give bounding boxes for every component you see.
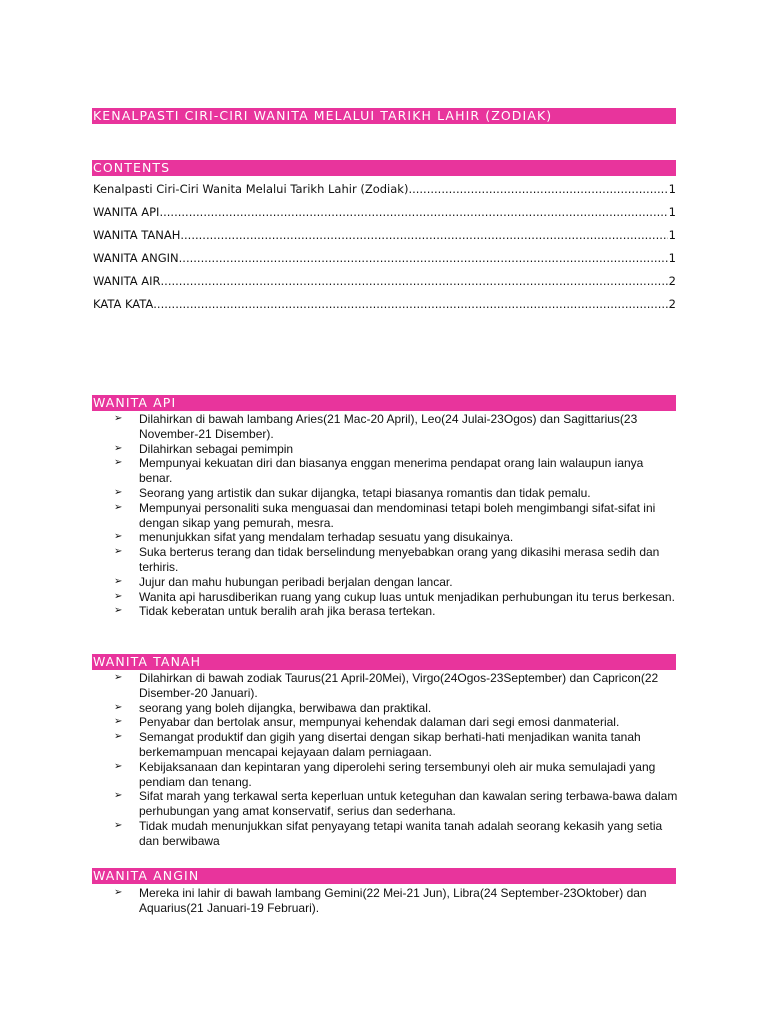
toc-entry-page: 2 <box>668 274 676 288</box>
list-item <box>113 701 678 716</box>
arrowhead-bullet-icon: ➢ <box>114 731 123 743</box>
list-item-text: Wanita api harusdiberikan ruang yang cukup luas untuk menjadikan perhubungan itu terus berkesan. <box>139 589 675 604</box>
arrowhead-bullet-icon: ➢ <box>114 501 123 513</box>
toc-entry[interactable] <box>93 204 676 227</box>
toc-entry-label: Kenalpasti Ciri-Ciri Wanita Melalui Tarikh Lahir (Zodiak) <box>93 182 409 196</box>
list-item <box>113 715 678 730</box>
list-item <box>113 545 678 575</box>
arrowhead-bullet-icon: ➢ <box>114 575 123 587</box>
arrowhead-bullet-icon: ➢ <box>114 701 123 713</box>
list-item <box>113 412 678 442</box>
list-item <box>113 486 678 501</box>
list-item-text: Kebijaksanaan dan kepintaran yang diperolehi sering tersembunyi oleh air muka semulajadi yang pendiam dan tenang. <box>139 759 656 789</box>
arrowhead-bullet-icon: ➢ <box>114 760 123 772</box>
arrowhead-bullet-icon: ➢ <box>114 442 123 454</box>
list-item-text: menunjukkan sifat yang mendalam terhadap sesuatu yang disukainya. <box>139 530 514 545</box>
toc-entry[interactable] <box>93 250 676 273</box>
section-heading-wanita-tanah: WANITA TANAH <box>92 654 676 670</box>
list-item-text: Tidak mudah menunjukkan sifat penyayang tetapi wanita tanah adalah seorang kekasih yang setia dan berwibawa <box>139 818 663 848</box>
list-item <box>113 789 678 819</box>
arrowhead-bullet-icon: ➢ <box>114 531 123 543</box>
toc-entry-page: 1 <box>668 228 676 242</box>
table-of-contents <box>93 181 676 319</box>
list-item-text: Tidak keberatan untuk beralih arah jika berasa tertekan. <box>139 604 436 619</box>
arrowhead-bullet-icon: ➢ <box>114 605 123 617</box>
contents-heading: CONTENTS <box>92 160 676 176</box>
toc-entry-label: WANITA ANGIN <box>93 251 179 265</box>
list-item-text: Penyabar dan bertolak ansur, mempunyai kehendak dalaman dari segi emosi danmaterial. <box>139 715 620 730</box>
list-item <box>113 456 678 486</box>
list-item-text: Seorang yang artistik dan sukar dijangka, tetapi biasanya romantis dan tidak pemalu. <box>139 485 591 500</box>
toc-entry[interactable] <box>93 227 676 250</box>
list-item <box>113 819 678 849</box>
arrowhead-bullet-icon: ➢ <box>114 546 123 558</box>
list-item <box>113 575 678 590</box>
toc-entry-label: WANITA AIR <box>93 274 161 288</box>
section-heading-wanita-api: WANITA API <box>92 395 676 411</box>
list-item-text: Mempunyai kekuatan diri dan biasanya enggan menerima pendapat orang lain walaupun ianya benar. <box>139 456 644 486</box>
list-item <box>113 730 678 760</box>
list-item-text: Mempunyai personaliti suka menguasai dan mendominasi tetapi boleh mengimbangi sifat-sifat ini dengan sikap yang pemurah, mesra. <box>139 500 656 530</box>
list-item <box>113 590 678 605</box>
arrowhead-bullet-icon: ➢ <box>114 716 123 728</box>
toc-entry[interactable] <box>93 273 676 296</box>
list-item-text: Suka berterus terang dan tidak berselindung menyebabkan orang yang dikasihi merasa sedih dan terhiris. <box>139 545 660 574</box>
arrowhead-bullet-icon: ➢ <box>114 819 123 831</box>
arrowhead-bullet-icon: ➢ <box>114 790 123 802</box>
list-item <box>113 671 678 701</box>
list-item-text: Sifat marah yang terkawal serta keperluan untuk keteguhan dan kawalan sering terbawa-bawa dalam perhubungan yang amat konservatif, serius dan sederhana. <box>139 789 678 819</box>
arrowhead-bullet-icon: ➢ <box>114 413 123 424</box>
list-item <box>113 442 678 457</box>
arrowhead-bullet-icon: ➢ <box>114 486 123 498</box>
section-list-wanita-angin <box>113 886 678 916</box>
list-item <box>113 530 678 545</box>
section-list-wanita-tanah <box>113 671 678 849</box>
list-item-text: Semangat produktif dan gigih yang disertai dengan sikap berhati-hati menjadikan wanita tanah berkemampuan mencapai kejayaan dalam perniagaan. <box>139 730 641 759</box>
section-heading-wanita-angin: WANITA ANGIN <box>92 868 676 884</box>
toc-entry-page: 1 <box>668 251 676 265</box>
toc-entry-label: KATA KATA <box>93 297 154 311</box>
toc-entry-label: WANITA API <box>93 205 160 219</box>
toc-entry[interactable] <box>93 296 676 319</box>
list-item-text: Dilahirkan di bawah lambang Aries(21 Mac-20 April), Leo(24 Julai-23Ogos) dan Sagittarius(23 November-21 Disember). <box>139 412 638 441</box>
list-item-text: Dilahirkan sebagai pemimpin <box>139 441 294 456</box>
toc-entry-label: WANITA TANAH <box>93 228 181 242</box>
arrowhead-bullet-icon: ➢ <box>114 590 123 602</box>
arrowhead-bullet-icon: ➢ <box>114 672 123 683</box>
toc-leader-dots <box>153 296 667 312</box>
arrowhead-bullet-icon: ➢ <box>114 887 123 898</box>
list-item <box>113 501 678 531</box>
list-item-text: Jujur dan mahu hubungan peribadi berjalan dengan lancar. <box>139 574 453 589</box>
list-item-text: Mereka ini lahir di bawah lambang Gemini(22 Mei-21 Jun), Libra(24 September-23Oktober) dan Aquarius(21 Januari-19 Februari). <box>139 886 647 915</box>
toc-entry[interactable] <box>93 181 676 204</box>
toc-entry-page: 2 <box>668 297 676 311</box>
toc-leader-dots <box>161 273 668 289</box>
arrowhead-bullet-icon: ➢ <box>114 457 123 469</box>
list-item <box>113 604 678 619</box>
toc-entry-page: 1 <box>668 182 676 196</box>
list-item <box>113 760 678 790</box>
document-title: KENALPASTI CIRI-CIRI WANITA MELALUI TARIKH LAHIR (ZODIAK) <box>92 108 676 124</box>
toc-entry-page: 1 <box>668 205 676 219</box>
list-item <box>113 886 678 916</box>
toc-leader-dots <box>179 250 668 266</box>
toc-leader-dots <box>180 227 667 243</box>
toc-leader-dots <box>159 204 667 220</box>
list-item-text: seorang yang boleh dijangka, berwibawa dan praktikal. <box>139 700 432 715</box>
toc-leader-dots <box>408 181 667 197</box>
list-item-text: Dilahirkan di bawah zodiak Taurus(21 April-20Mei), Virgo(24Ogos-23September) dan Capricon(22 Disember-20 Januari). <box>139 671 659 700</box>
section-list-wanita-api <box>113 412 678 619</box>
